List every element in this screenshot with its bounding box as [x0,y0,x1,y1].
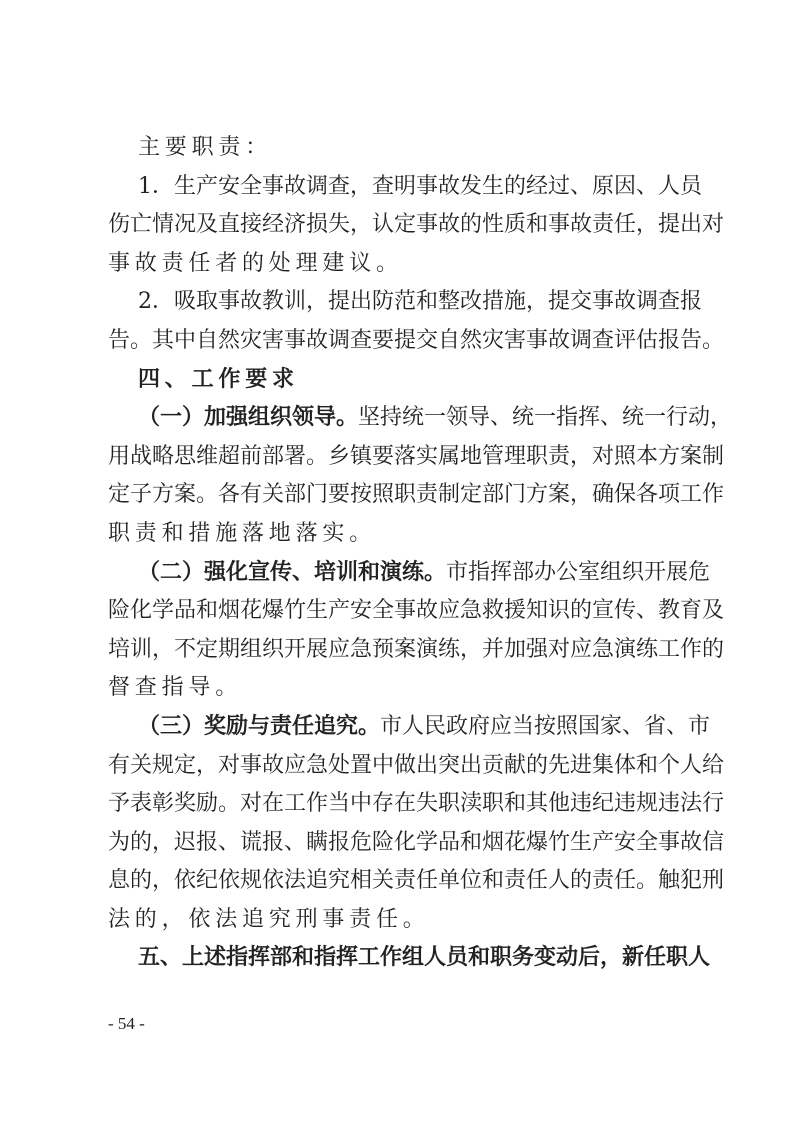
line-text: 市人民政府应当按照国家、省、市 [380,713,711,739]
line-text: 督查指导。 [108,675,243,701]
line-text: 用战略思维超前部署。乡镇要落实属地管理职责，对照本方案制 [108,443,725,469]
line-text: 市指挥部办公室组织开展危 [446,559,711,585]
line-text: 坚持统一领导、统一指挥、统一行动， [358,405,733,431]
line-text: 1．生产安全事故调查，查明事故发生的经过、原因、人员 [138,173,702,199]
line-text: 定子方案。各有关部门要按照职责制定部门方案，确保各项工作 [108,482,725,508]
text-line [108,438,725,477]
section-heading [108,939,711,978]
text-line [108,747,725,786]
text-line [108,631,725,670]
text-line [108,476,725,515]
text-line [108,245,702,284]
text-line [108,592,725,631]
line-text: 息的，依纪依规依法追究相关责任单位和责任人的责任。触犯刑 [108,868,725,894]
line-text: 法的，依法追究刑事责任。 [108,906,430,932]
text-line [108,669,702,708]
text-line [108,708,711,747]
text-line [108,515,702,554]
text-line [108,824,725,863]
text-line [108,283,702,322]
text-line [108,322,725,361]
text-line [108,785,725,824]
subheading-bold: （二）强化宣传、培训和演练。 [138,559,447,585]
heading-text: 四、工作要求 [138,366,299,392]
line-text: 告。其中自然灾害事故调查要提交自然灾害事故调查评估报告。 [108,327,725,353]
line-text: 有关规定，对事故应急处置中做出突出贡献的先进集体和个人给 [108,752,725,778]
section-heading [108,361,702,400]
line-text: 职责和措施落地落实。 [108,520,377,546]
line-text: 培训，不定期组织开展应急预案演练，并加强对应急演练工作的 [108,636,725,662]
line-text: 事故责任者的处理建议。 [108,250,403,276]
subheading-bold: （一）加强组织领导。 [138,405,359,431]
page-number: - 54 - [108,1014,145,1033]
text-line [108,206,725,245]
line-text: 为的，迟报、谎报、瞒报危险化学品和烟花爆竹生产安全事故信 [108,829,725,855]
document-body [108,129,733,978]
text-line [108,862,725,901]
line-text: 予表彰奖励。对在工作当中存在失职渎职和其他违纪违规违法行 [108,791,725,817]
text-line [108,168,702,207]
line-text: 险化学品和烟花爆竹生产安全事故应急救援知识的宣传、教育及 [108,598,725,624]
heading-text: 五、上述指挥部和指挥工作组人员和职务变动后，新任职人 [138,945,711,971]
text-line [108,901,702,940]
text-line [108,554,711,593]
line-text: 伤亡情况及直接经济损失，认定事故的性质和事故责任，提出对 [108,212,725,238]
line-text: 2．吸取事故教训，提出防范和整改措施，提交事故调查报 [138,289,702,315]
line-text: 主要职责： [138,135,273,160]
text-line [108,399,733,438]
text-line [108,129,702,168]
subheading-bold: （三）奖励与责任追究。 [138,713,381,739]
